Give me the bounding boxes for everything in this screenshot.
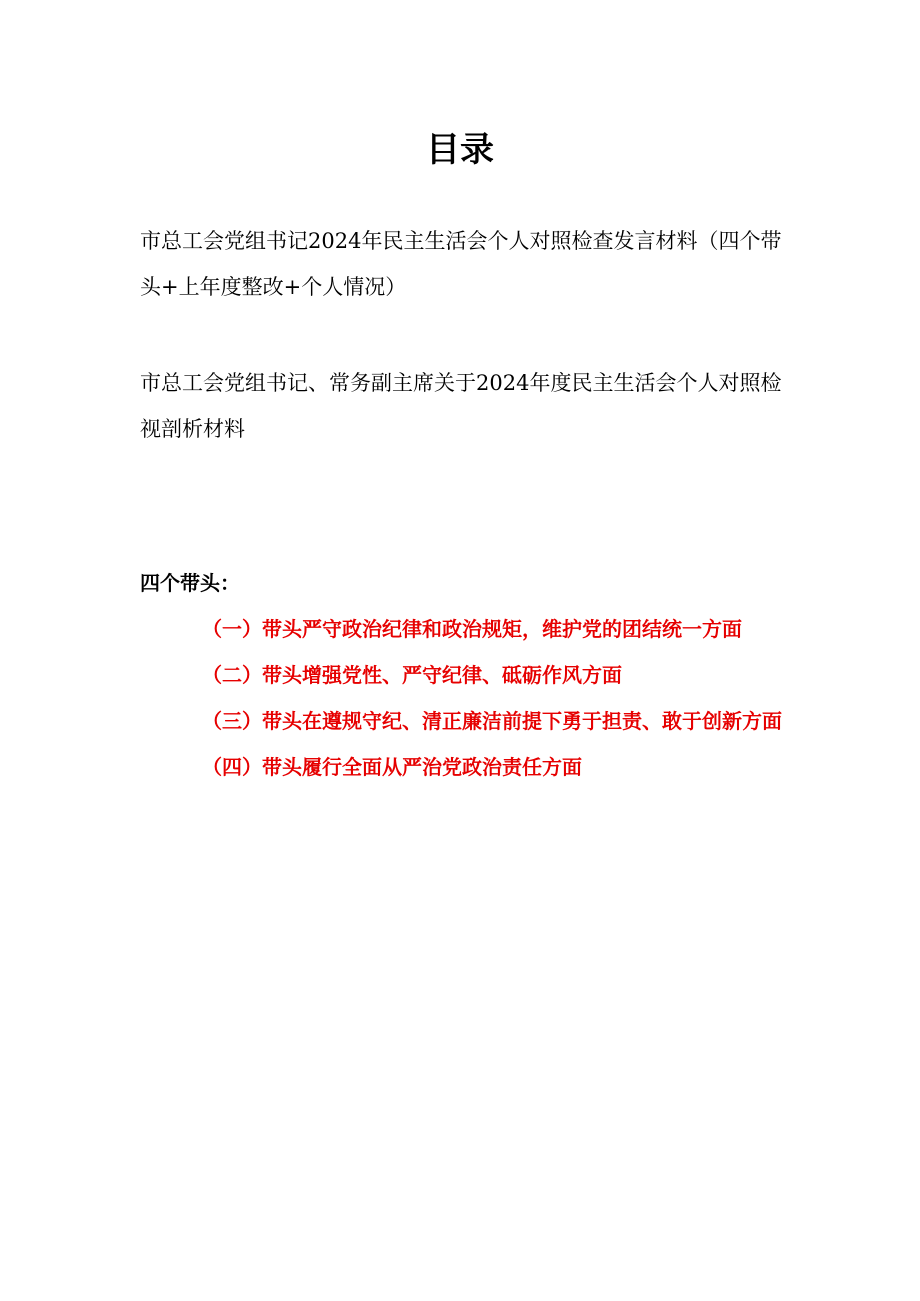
toc-entry-2: 市总工会党组书记、常务副主席关于2024年度民主生活会个人对照检视剖析材料	[140, 371, 782, 441]
list-item-3: （三）带头在遵规守纪、清正廉洁前提下勇于担责、敢于创新方面	[202, 709, 782, 733]
list-item-1: （一）带头严守政治纪律和政治规矩，维护党的团结统一方面	[202, 617, 742, 641]
page-title: 目录	[426, 130, 494, 170]
section-heading: 四个带头：	[140, 571, 240, 595]
four-leads-section	[140, 560, 790, 790]
toc-entry-1: 市总工会党组书记2024年民主生活会个人对照检查发言材料（四个带头+上年度整改+个人情况）	[140, 229, 782, 299]
list-item-2: （二）带头增强党性、严守纪律、砥砺作风方面	[202, 663, 622, 687]
list-item-4: （四）带头履行全面从严治党政治责任方面	[202, 755, 582, 779]
